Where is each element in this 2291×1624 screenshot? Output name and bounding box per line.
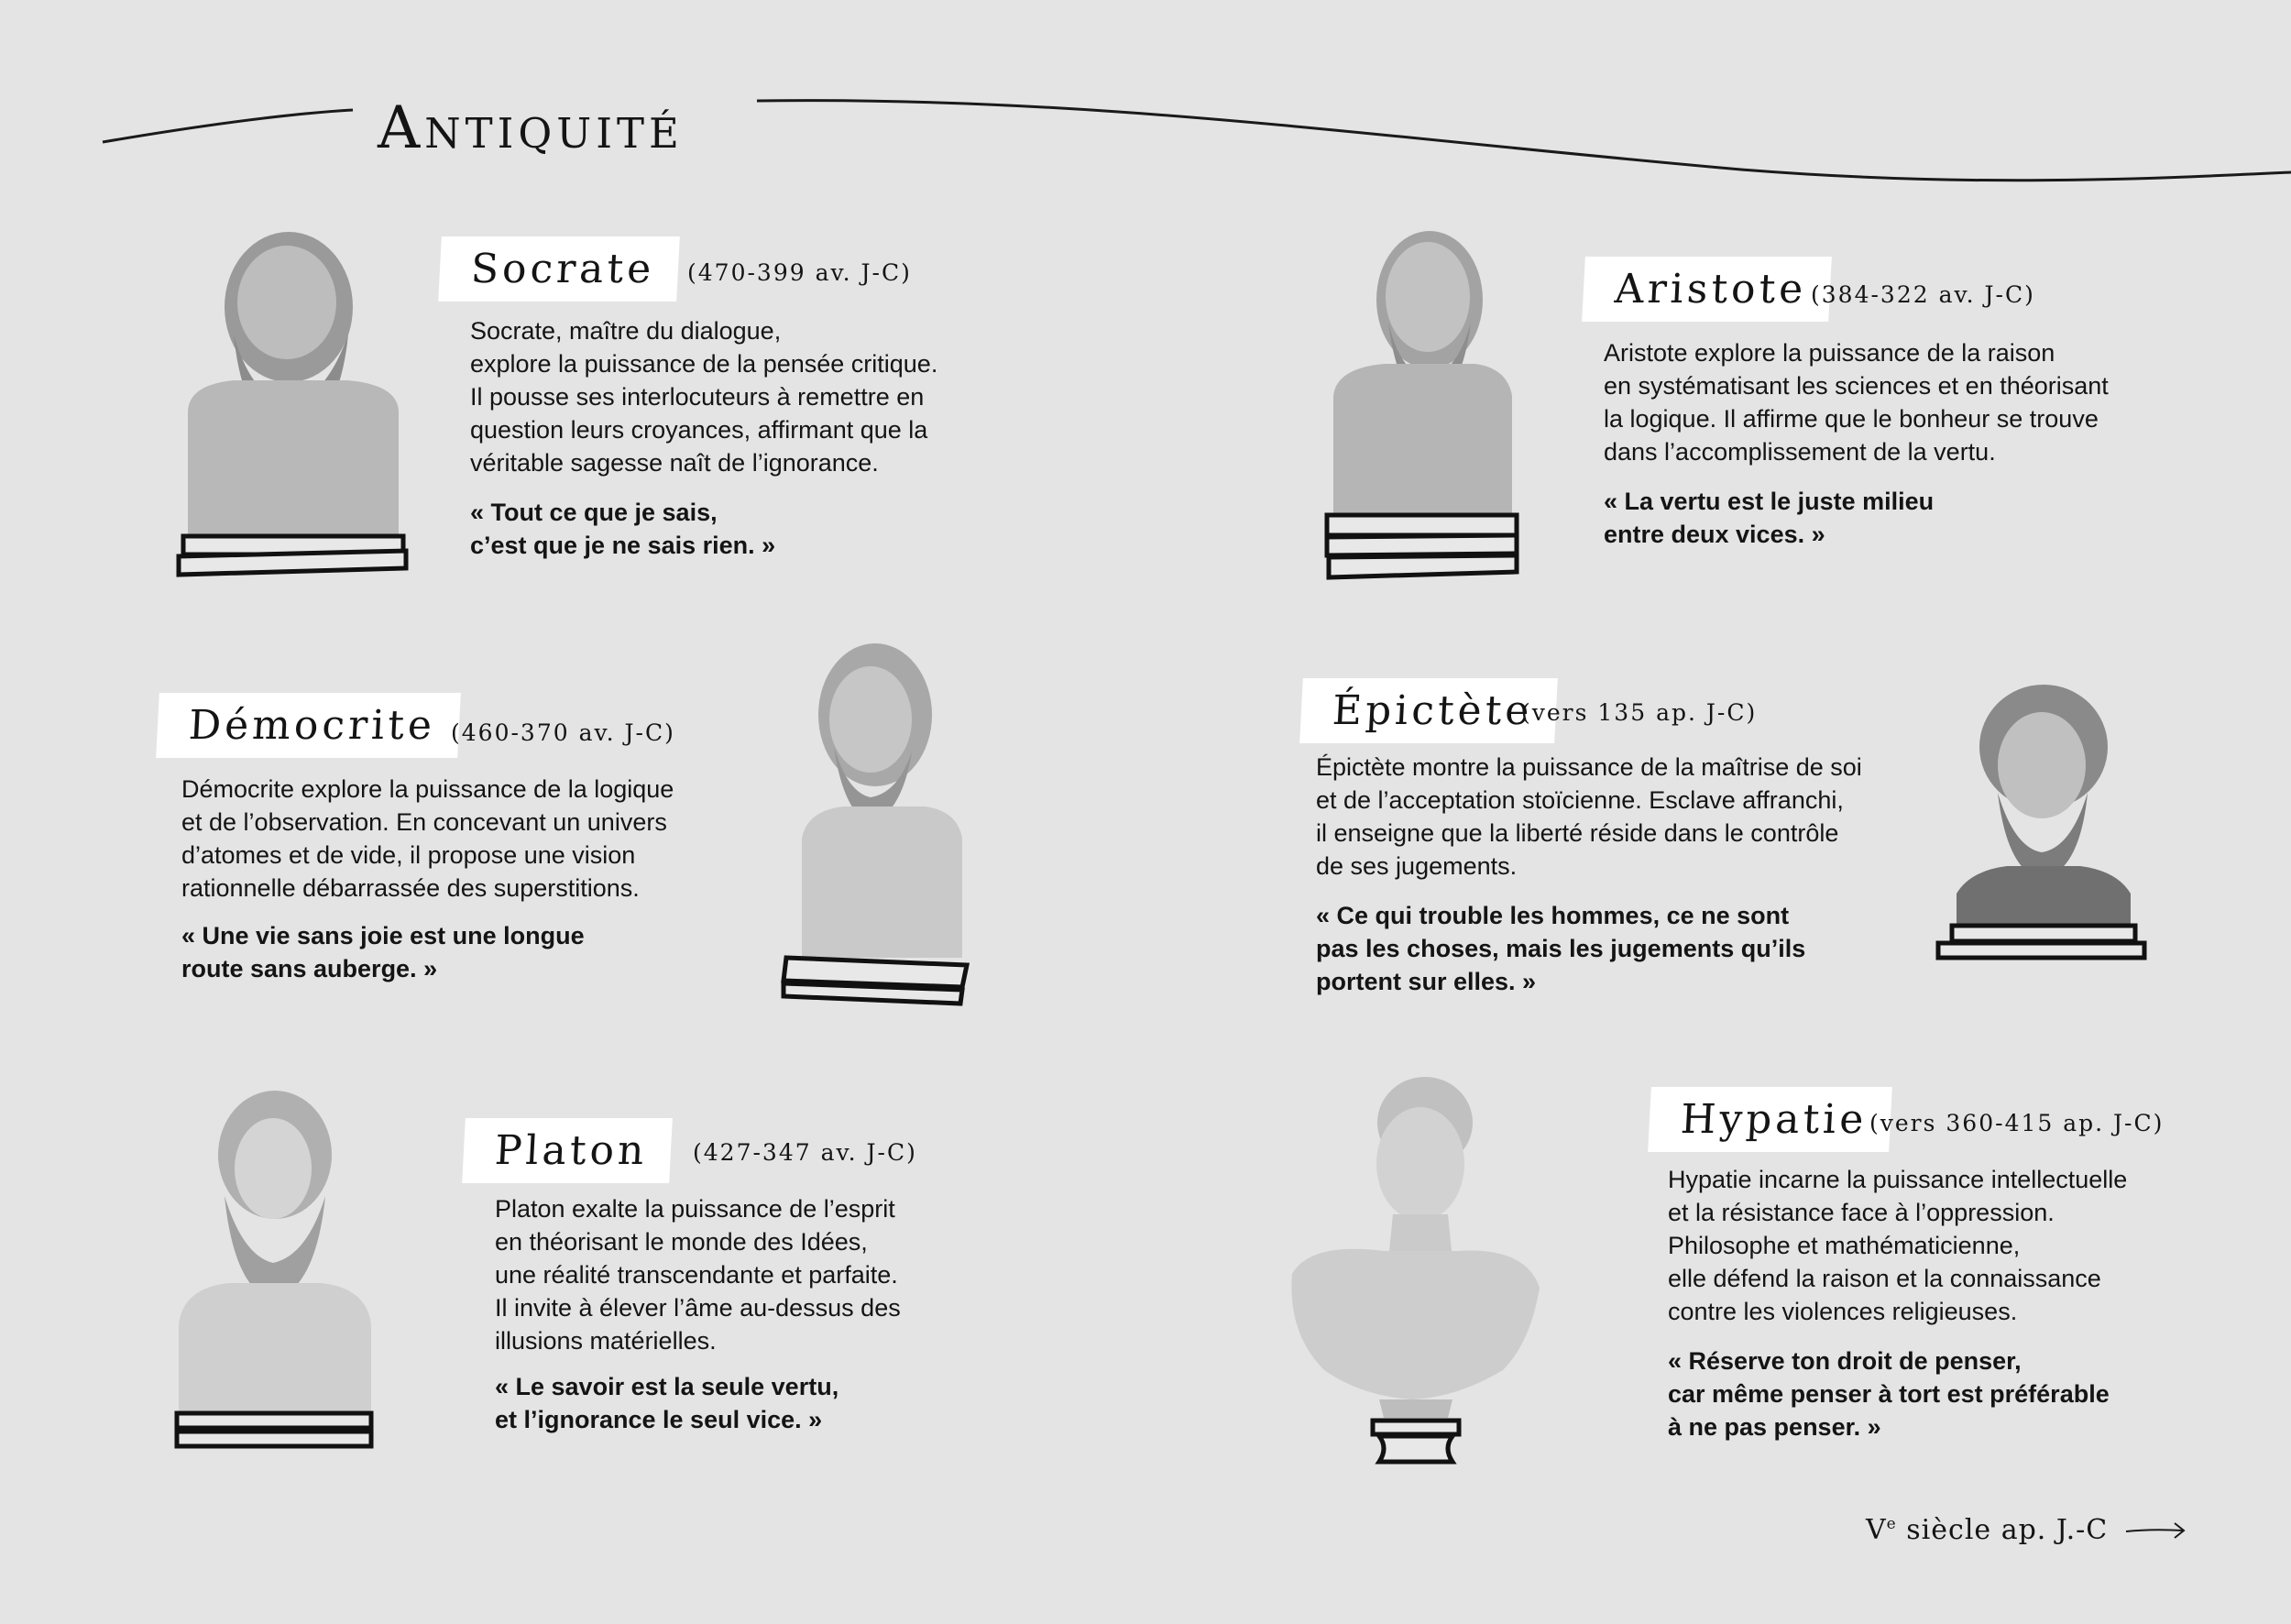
democrite-dates: (460-370 av. J-C) bbox=[451, 719, 675, 746]
century-numeral: V bbox=[1866, 1514, 1887, 1546]
platon-description: Platon exalte la puissance de l’esprit en théorisant le monde des Idées, une réalité transcendante et parfaite. Il invite à élever l’âme au-dessus des illusions matérielles. bbox=[495, 1195, 901, 1355]
socrates-bust-icon bbox=[170, 215, 412, 591]
epictete-quote: « Ce qui trouble les hommes, ce ne sont pas les choses, mais les jugements qu’ils portent sur elles. » bbox=[1316, 902, 1806, 995]
arrow-right-icon bbox=[2124, 1520, 2188, 1542]
socrate-quote: « Tout ce que je sais, c’est que je ne sais rien. » bbox=[470, 499, 776, 559]
aristote-quote: « La vertu est le juste milieu entre deux vices. » bbox=[1604, 488, 1935, 548]
epictetus-bust-icon bbox=[1934, 674, 2154, 967]
epictete-name-tag: Épictète bbox=[1299, 678, 1558, 743]
hypatia-bust-icon bbox=[1274, 1059, 1549, 1471]
socrate-dates: (470-399 av. J-C) bbox=[687, 259, 912, 286]
hypatie-quote: « Réserve ton droit de penser, car même penser à tort est préférable à ne pas penser. » bbox=[1668, 1347, 2110, 1441]
page-title: Antiquité bbox=[378, 93, 684, 162]
platon-name-tag: Platon bbox=[462, 1118, 673, 1183]
century-label: siècle ap. J.-C bbox=[1906, 1514, 2109, 1546]
democritus-bust-icon bbox=[779, 628, 976, 1008]
aristote-name-tag: Aristote bbox=[1582, 257, 1832, 322]
socrate-name-tag: Socrate bbox=[438, 236, 680, 302]
hypatie-description: Hypatie incarne la puissance intellectuelle et la résistance face à l’oppression. Philosophe et mathématicienne, elle défend la raison et la connaissance contre les violences religieuses. bbox=[1668, 1166, 2128, 1325]
hypatie-dates: (vers 360-415 ap. J-C) bbox=[1869, 1110, 2165, 1136]
democrite-name-tag: Démocrite bbox=[156, 693, 461, 758]
next-period-label bbox=[1866, 1514, 2108, 1546]
aristote-dates: (384-322 av. J-C) bbox=[1811, 281, 2035, 308]
aristote-description: Aristote explore la puissance de la raison en systématisant les sciences et en théorisant la logique. Il affirme que le bonheur se trouve dans l’accomplissement de la vertu. bbox=[1604, 339, 2109, 466]
century-suffix: e bbox=[1886, 1515, 1897, 1533]
democrite-description: Démocrite explore la puissance de la logique et de l’observation. En concevant un univers d’atomes et de vide, il propose une vision rationnelle débarrassée des superstitions. bbox=[181, 775, 674, 902]
aristotle-bust-icon bbox=[1320, 213, 1530, 588]
socrate-description: Socrate, maître du dialogue, explore la puissance de la pensée critique. Il pousse ses interlocuteurs à remettre en question leurs croyances, affirmant que la véritable sagesse naît de l’ignorance. bbox=[470, 317, 938, 477]
platon-quote: « Le savoir est la seule vertu, et l’ignorance le seul vice. » bbox=[495, 1373, 839, 1433]
plato-bust-icon bbox=[174, 1081, 376, 1453]
platon-dates: (427-347 av. J-C) bbox=[693, 1139, 917, 1166]
header-divider-lines bbox=[0, 0, 2291, 202]
hypatie-name-tag: Hypatie bbox=[1648, 1087, 1892, 1152]
epictete-description: Épictète montre la puissance de la maîtrise de soi et de l’acceptation stoïcienne. Esclave affranchi, il enseigne que la liberté réside dans le contrôle de ses jugements. bbox=[1316, 753, 1862, 880]
democrite-quote: « Une vie sans joie est une longue route sans auberge. » bbox=[181, 922, 585, 982]
epictete-dates: (vers 135 ap. J-C) bbox=[1521, 699, 1758, 726]
